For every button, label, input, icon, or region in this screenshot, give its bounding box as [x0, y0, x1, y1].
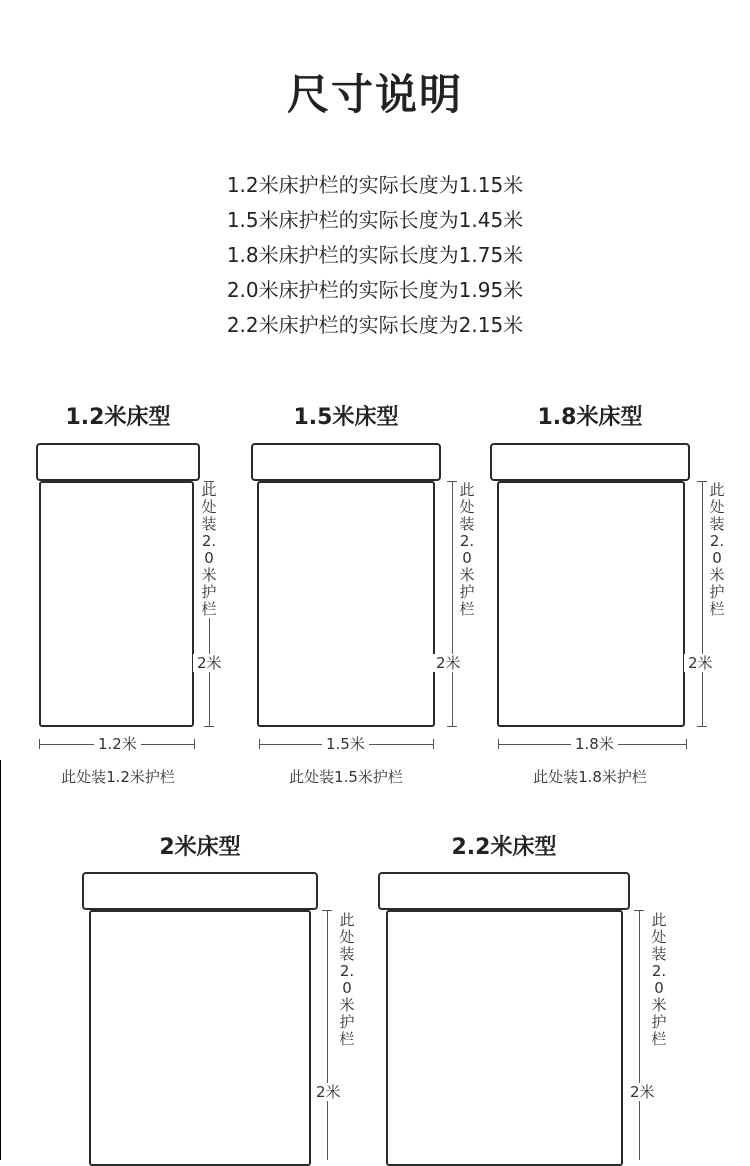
headboard-1-2 [36, 443, 200, 481]
bed-title-2-2: 2.2米床型 [451, 835, 557, 860]
bed-title-2-0: 2米床型 [159, 835, 241, 860]
side-rail-label-1-8: 此处装2.0米护栏 [707, 482, 727, 618]
left-edge-line [0, 760, 1, 1160]
bed-title-1-8: 1.8米床型 [537, 405, 643, 430]
length-label-1-2: 2米 [193, 654, 226, 672]
length-label-1-5: 2米 [432, 654, 465, 672]
side-rail-label-2-2: 此处装2.0米护栏 [649, 912, 669, 1048]
page-title: 尺寸说明 [286, 70, 463, 119]
length-notes [0, 168, 750, 343]
length-label-2-0: 2米 [312, 1083, 345, 1101]
dim-line-vertical [702, 481, 703, 727]
headboard-2-2 [378, 872, 630, 910]
dim-tick [686, 739, 687, 749]
caption-1-8: 此处装1.8米护栏 [533, 768, 647, 786]
dim-line-vertical [639, 910, 640, 1160]
note-line: 2.0米床护栏的实际长度为1.95米 [226, 278, 524, 302]
bed-frame-1-8 [497, 481, 685, 727]
bed-frame-1-5 [257, 481, 435, 727]
width-label-1-5: 1.5米 [322, 735, 369, 753]
note-line: 2.2米床护栏的实际长度为2.15米 [226, 313, 524, 337]
length-label-2-2: 2米 [626, 1083, 659, 1101]
caption-1-2: 此处装1.2米护栏 [61, 768, 175, 786]
note-line: 1.5米床护栏的实际长度为1.45米 [226, 208, 524, 232]
bed-title-1-5: 1.5米床型 [293, 405, 399, 430]
headboard-1-8 [490, 443, 690, 481]
side-rail-label-1-2: 此处装2.0米护栏 [199, 482, 219, 618]
bed-frame-2-2 [386, 910, 623, 1166]
note-line: 1.2米床护栏的实际长度为1.15米 [226, 173, 524, 197]
bed-frame-2-0 [89, 910, 311, 1166]
side-rail-label-2-0: 此处装2.0米护栏 [337, 912, 357, 1048]
dim-tick [194, 739, 195, 749]
headboard-2-0 [82, 872, 318, 910]
dim-tick [433, 739, 434, 749]
width-label-1-2: 1.2米 [94, 735, 141, 753]
dim-line-vertical [327, 910, 328, 1160]
caption-1-5: 此处装1.5米护栏 [289, 768, 403, 786]
dim-line-vertical [452, 481, 453, 727]
bed-frame-1-2 [39, 481, 194, 727]
bed-title-1-2: 1.2米床型 [65, 405, 171, 430]
length-label-1-8: 2米 [684, 654, 717, 672]
width-label-1-8: 1.8米 [571, 735, 618, 753]
side-rail-label-1-5: 此处装2.0米护栏 [457, 482, 477, 618]
headboard-1-5 [251, 443, 441, 481]
note-line: 1.8米床护栏的实际长度为1.75米 [226, 243, 524, 267]
